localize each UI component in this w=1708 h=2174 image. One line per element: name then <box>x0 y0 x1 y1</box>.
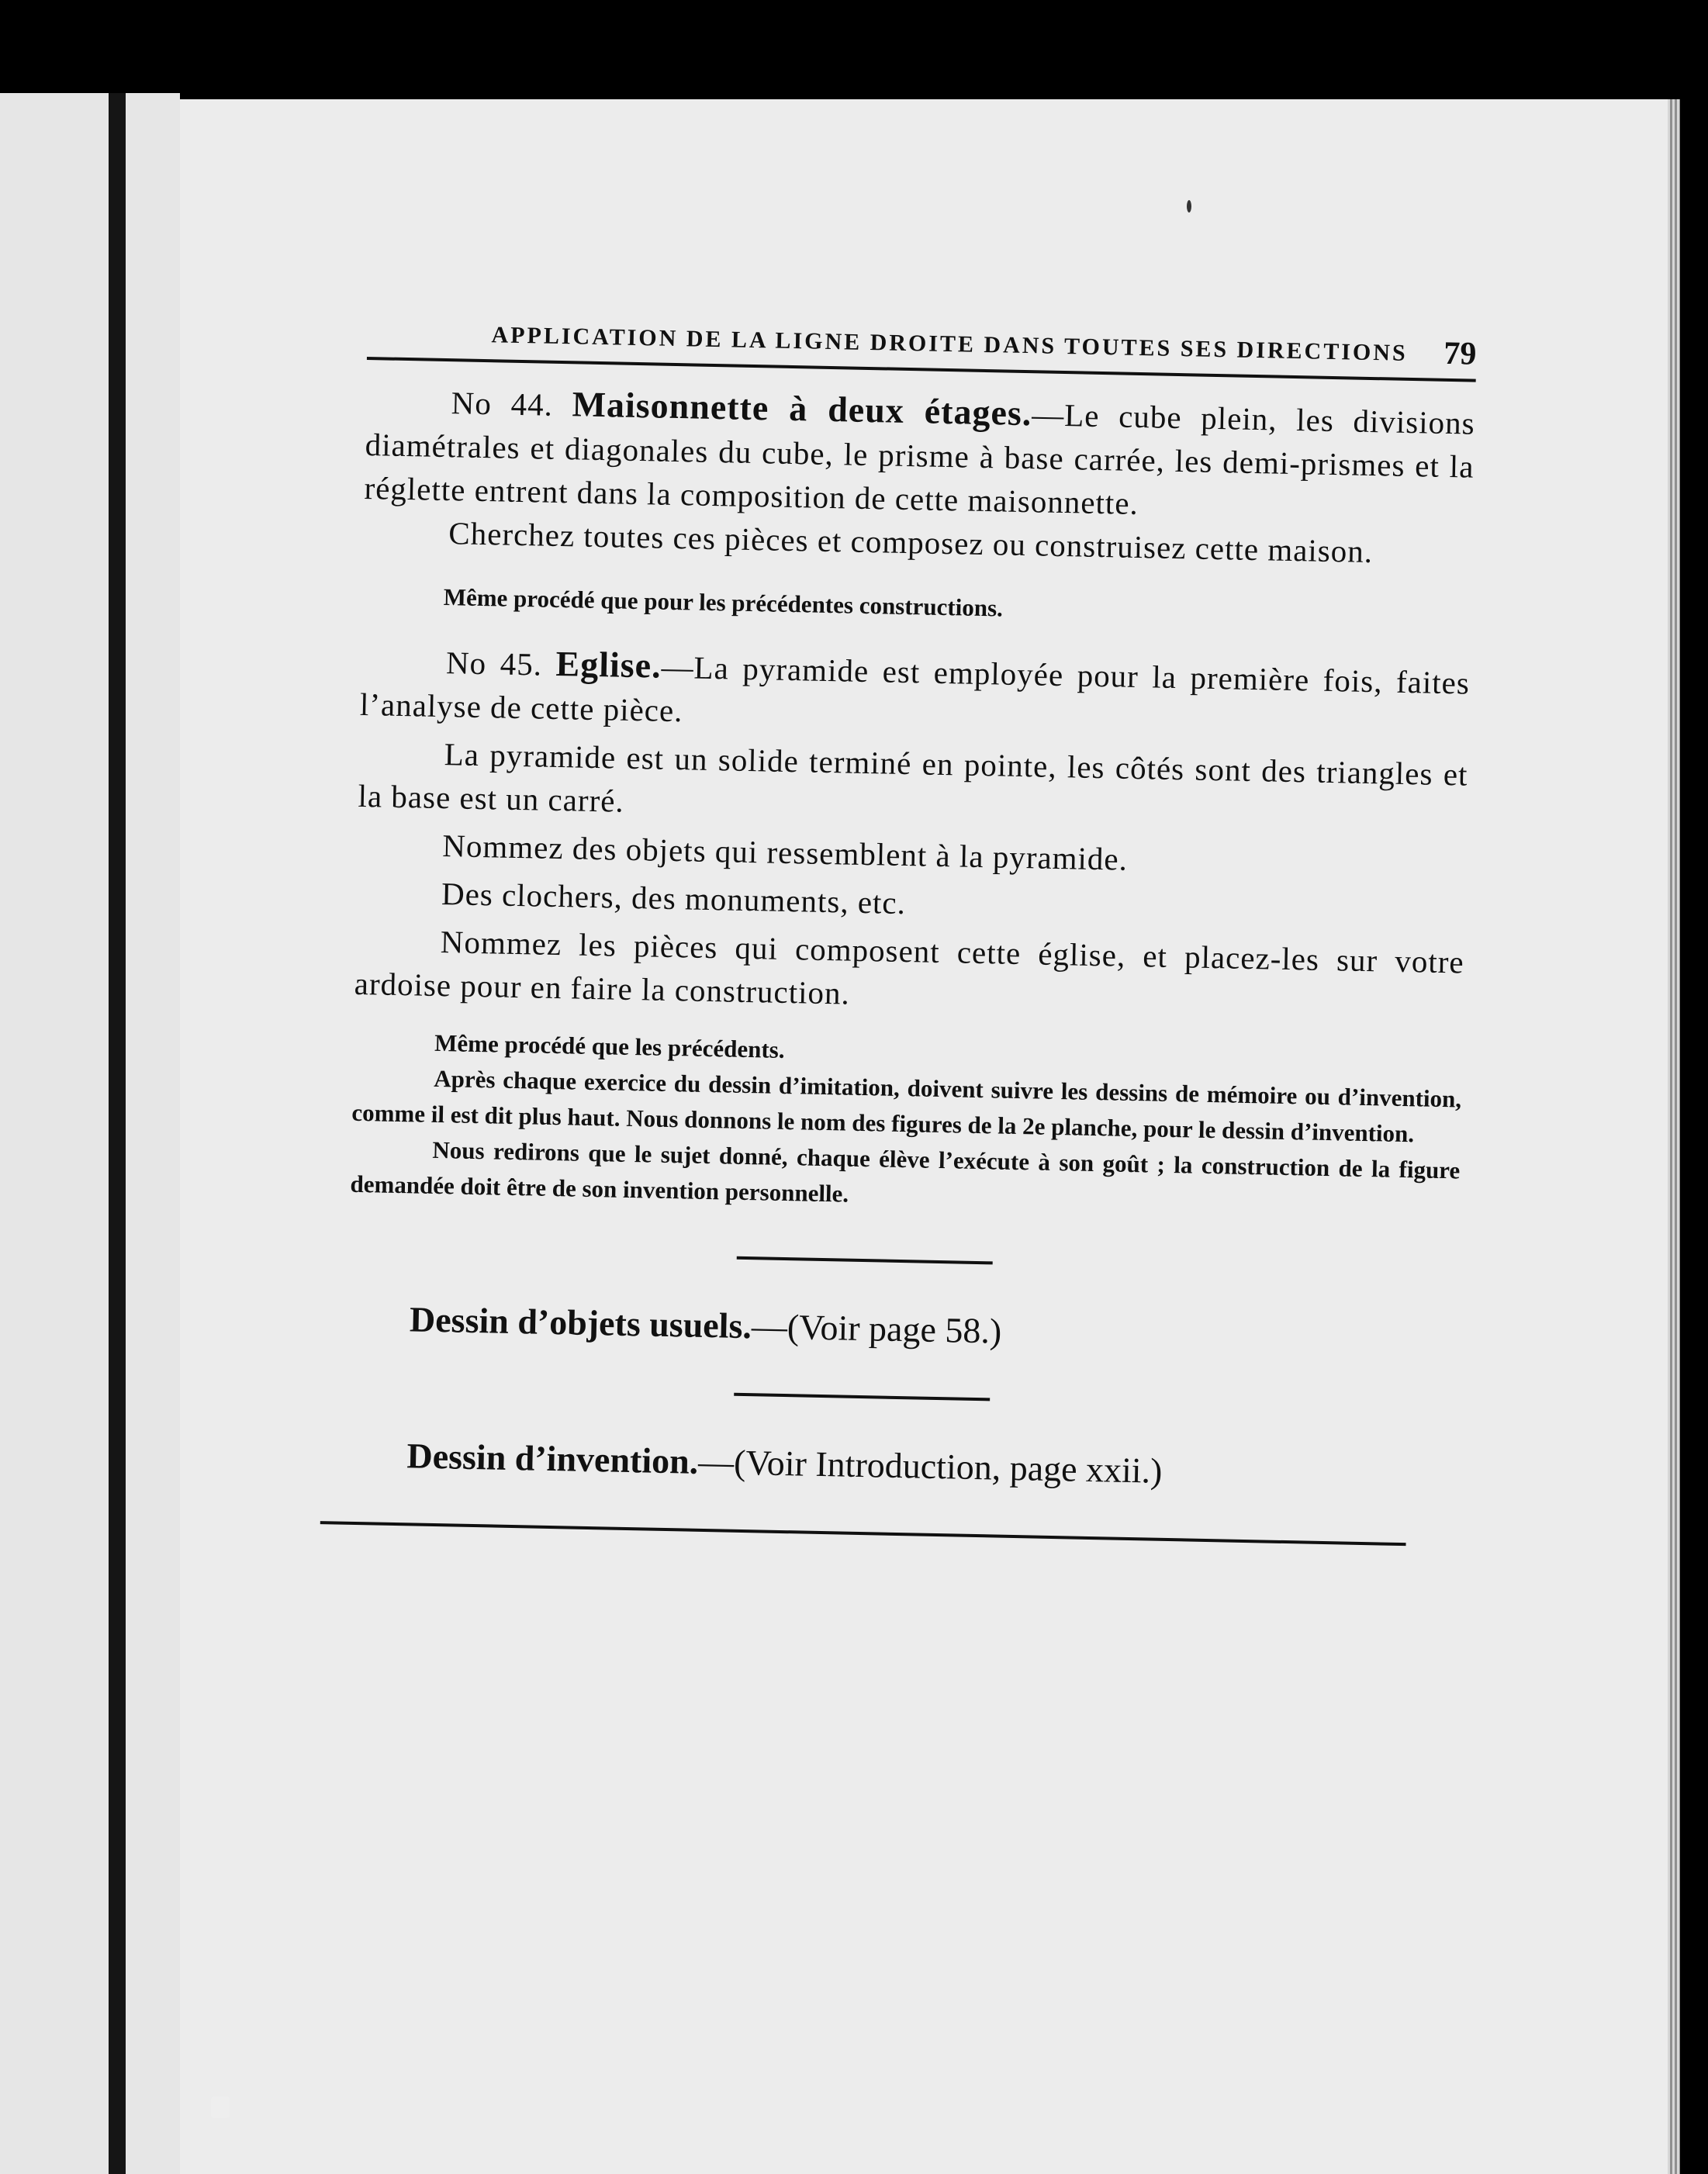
invention-title: Dessin d’invention. <box>406 1436 699 1481</box>
section-45-title: Eglise. <box>555 643 662 686</box>
invention-page-ref: —(Voir Introduction, page xxii.) <box>697 1441 1163 1491</box>
objets-usuels-page-ref: —(Voir page 58.) <box>751 1306 1002 1351</box>
objets-usuels-title: Dessin d’objets usuels. <box>409 1299 752 1346</box>
section-45-text: —La pyramide est employée pour la première fois, faites l’analyse de cette pièce. <box>359 648 1471 729</box>
section-44-text: —Le cube plein, les divisions diamétrales et diagonales du cube, le prisme à base carrée, les demi-prismes et la réglette entrent dans la composition de cette maisonnette. <box>364 396 1476 521</box>
page-number: 79 <box>1443 335 1477 372</box>
section-45-definition: La pyramide est un solide terminé en pointe, les côtés sont des triangles et la base est un carré. <box>358 736 1468 819</box>
section-44-title: Maisonnette à deux étages. <box>572 384 1032 434</box>
section-45-note: Même procédé que les précédents. <box>434 1028 785 1063</box>
dust-speck <box>1187 200 1191 213</box>
section-44-note: Même procédé que pour les précédentes constructions. <box>443 583 1004 622</box>
page-edge <box>1668 99 1680 2174</box>
memory-drawing-note: Après chaque exercice du dessin d’imitation, doivent suivre les dessins de mémoire ou d’invention, comme il est dit plus haut. Nous donnons le nom des figures de la 2e planche, pour le dessin d’invention. <box>351 1064 1462 1148</box>
running-head-title: APPLICATION DE LA LIGNE DROITE DANS TOUTES SES DIRECTIONS <box>491 322 1408 366</box>
section-45-instruction: Nommez les pièces qui composent cette église, et placez-les sur votre ardoise pour en faire la construction. <box>354 924 1465 1011</box>
section-44-instruction: Cherchez toutes ces pièces et composez ou construisez cette maison. <box>448 515 1374 570</box>
section-44-paragraph <box>364 378 1475 532</box>
separator-rule <box>737 1256 993 1265</box>
objets-usuels-reference <box>409 1296 1457 1364</box>
section-45-paragraph <box>359 638 1470 748</box>
invention-reference <box>406 1433 1454 1500</box>
separator-rule <box>734 1393 990 1402</box>
book-spine-shadow <box>109 93 126 2174</box>
section-45-answer: Des clochers, des monuments, etc. <box>441 876 907 921</box>
dust-speck <box>211 2096 230 2118</box>
page-content <box>344 279 1478 1547</box>
section-45-question: Nommez des objets qui ressemblent à la pyramide. <box>441 828 1129 877</box>
left-page-margin <box>0 93 180 2174</box>
invention-note: Nous redirons que le sujet donné, chaque élève l’exécute à son goût ; la construction de la figure demandée doit être de son invention personnelle. <box>350 1135 1461 1208</box>
section-44-number: No 44. <box>451 385 554 423</box>
section-45-number: No 45. <box>445 645 543 683</box>
